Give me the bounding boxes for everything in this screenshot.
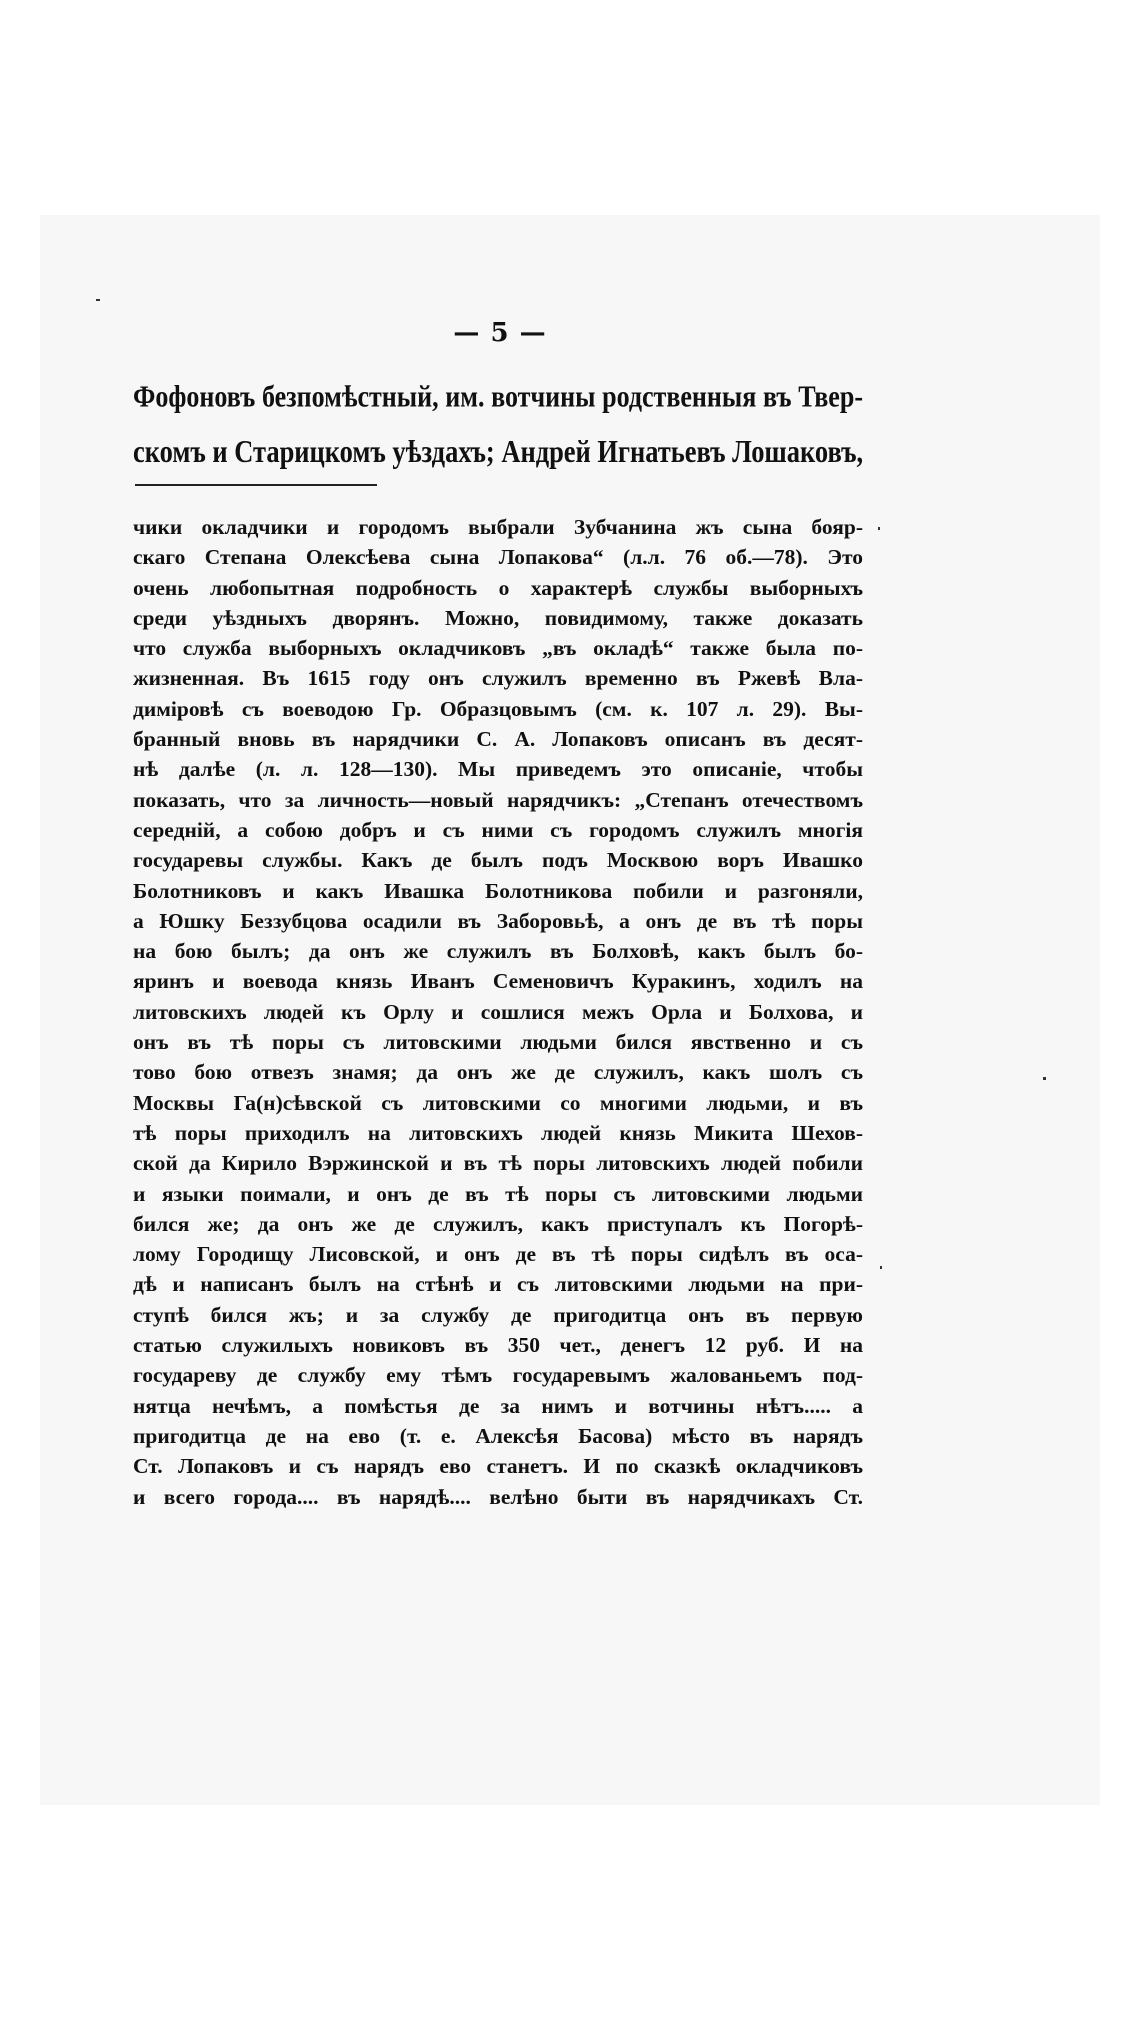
footnote-line: что служба выборныхъ окладчиковъ „въ окладѣ“ также была по- <box>133 636 863 661</box>
scan-speck <box>880 1266 882 1269</box>
footnote-line: Болотниковъ и какъ Ивашка Болотникова побили и разгоняли, <box>133 878 863 903</box>
footnote-line: государевы службы. Какъ де былъ подъ Москвою воръ Ивашко <box>133 848 863 873</box>
scan-speck <box>1043 1077 1046 1080</box>
footnote-line: лому Городищу Лисовской, и онъ де въ тѣ поры сидѣлъ въ оса- <box>133 1242 863 1267</box>
footnote-line: Ст. Лопаковъ и съ нарядъ ево станетъ. И по сказкѣ окладчиковъ <box>133 1454 863 1479</box>
footnote-line: ской да Кирило Вэржинской и въ тѣ поры литовскихъ людей побили <box>133 1151 863 1176</box>
footnote-line: тово бою отвезъ знамя; да онъ же де служилъ, какъ шолъ съ <box>133 1060 863 1085</box>
footnote-line: скаго Степана Олексѣева сына Лопакова“ (л.л. 76 об.—78). Это <box>133 545 863 570</box>
footnote-line: середній, а собою добръ и съ ними съ городомъ служилъ многія <box>133 817 863 842</box>
footnote-line: жизненная. Въ 1615 году онъ служилъ временно въ Ржевѣ Вла- <box>133 666 863 691</box>
footnote-line: ступѣ бился жъ; и за службу де пригодитца онъ въ первую <box>133 1302 863 1327</box>
footnote-line: и языки поимали, и онъ де въ тѣ поры съ литовскими людьми <box>133 1181 863 1206</box>
footnote-line: бранный вновь въ нарядчики С. А. Лопаковъ описанъ въ десят- <box>133 727 863 752</box>
footnote-line: нѣ далѣе (л. л. 128—130). Мы приведемъ это описаніе, чтобы <box>133 757 863 782</box>
footnote-line: пригодитца де на ево (т. е. Алексѣя Басова) мѣсто въ нарядъ <box>133 1423 863 1448</box>
footnote-line: показать, что за личность—новый нарядчикъ: „Степанъ отечествомъ <box>133 787 863 812</box>
footnote-line: нятца нечѣмъ, а помѣстья де за нимъ и вотчины нѣтъ..... а <box>133 1393 863 1418</box>
page-number: — 5 — <box>453 318 547 348</box>
footnote-line: а Юшку Беззубцова осадили въ Заборовьѣ, а онъ де въ тѣ поры <box>133 908 863 933</box>
main-text-line: Фофоновъ безпомѣстный, им. вотчины родственныя въ Твер- <box>133 379 863 414</box>
main-text-line: скомъ и Старицкомъ уѣздахъ; Андрей Игнатьевъ Лошаковъ, <box>133 433 864 470</box>
footnote-line: чики окладчики и городомъ выбрали Зубчанина жъ сына бояр- <box>133 515 863 539</box>
footnote-line: очень любопытная подробность о характерѣ службы выборныхъ <box>133 575 863 600</box>
scan-speck <box>96 299 100 301</box>
footnote-line: и всего города.... въ нарядѣ.... велѣно быти въ нарядчикахъ Ст. <box>133 1484 863 1509</box>
footnote-line: диміровѣ съ воеводою Гр. Образцовымъ (см. к. 107 л. 29). Вы- <box>133 696 863 721</box>
footnote-line: на бою былъ; да онъ же служилъ въ Болховѣ, какъ былъ бо- <box>133 939 863 964</box>
footnote-line: яринъ и воевода князь Иванъ Семеновичъ Куракинъ, ходилъ на <box>133 969 863 994</box>
footnote-line: бился же; да онъ же де служилъ, какъ приступалъ къ Погорѣ- <box>133 1211 863 1236</box>
footnote-line: дѣ и написанъ былъ на стѣнѣ и съ литовскими людьми на при- <box>133 1272 863 1297</box>
scan-speck <box>878 527 880 530</box>
footnote-line: тѣ поры приходилъ на литовскихъ людей князь Микита Шехов- <box>133 1120 863 1145</box>
main-text <box>133 370 863 479</box>
footnote-line: государеву де службу ему тѣмъ государевымъ жалованьемъ под- <box>133 1363 863 1388</box>
footnote-line: среди уѣздныхъ дворянъ. Можно, повидимому, также доказать <box>133 605 863 630</box>
footnote-line: литовскихъ людей къ Орлу и сошлися межъ Орла и Болхова, и <box>133 999 863 1024</box>
footnote-line: Москвы Га(н)сѣвской съ литовскими со многими людьми, и въ <box>133 1090 863 1115</box>
footnote <box>133 512 863 1512</box>
footnote-line: онъ въ тѣ поры съ литовскими людьми бился явственно и съ <box>133 1030 863 1055</box>
footnote-separator <box>135 484 377 486</box>
footnote-line: статью служилыхъ новиковъ въ 350 чет., денегъ 12 руб. И на <box>133 1333 863 1358</box>
